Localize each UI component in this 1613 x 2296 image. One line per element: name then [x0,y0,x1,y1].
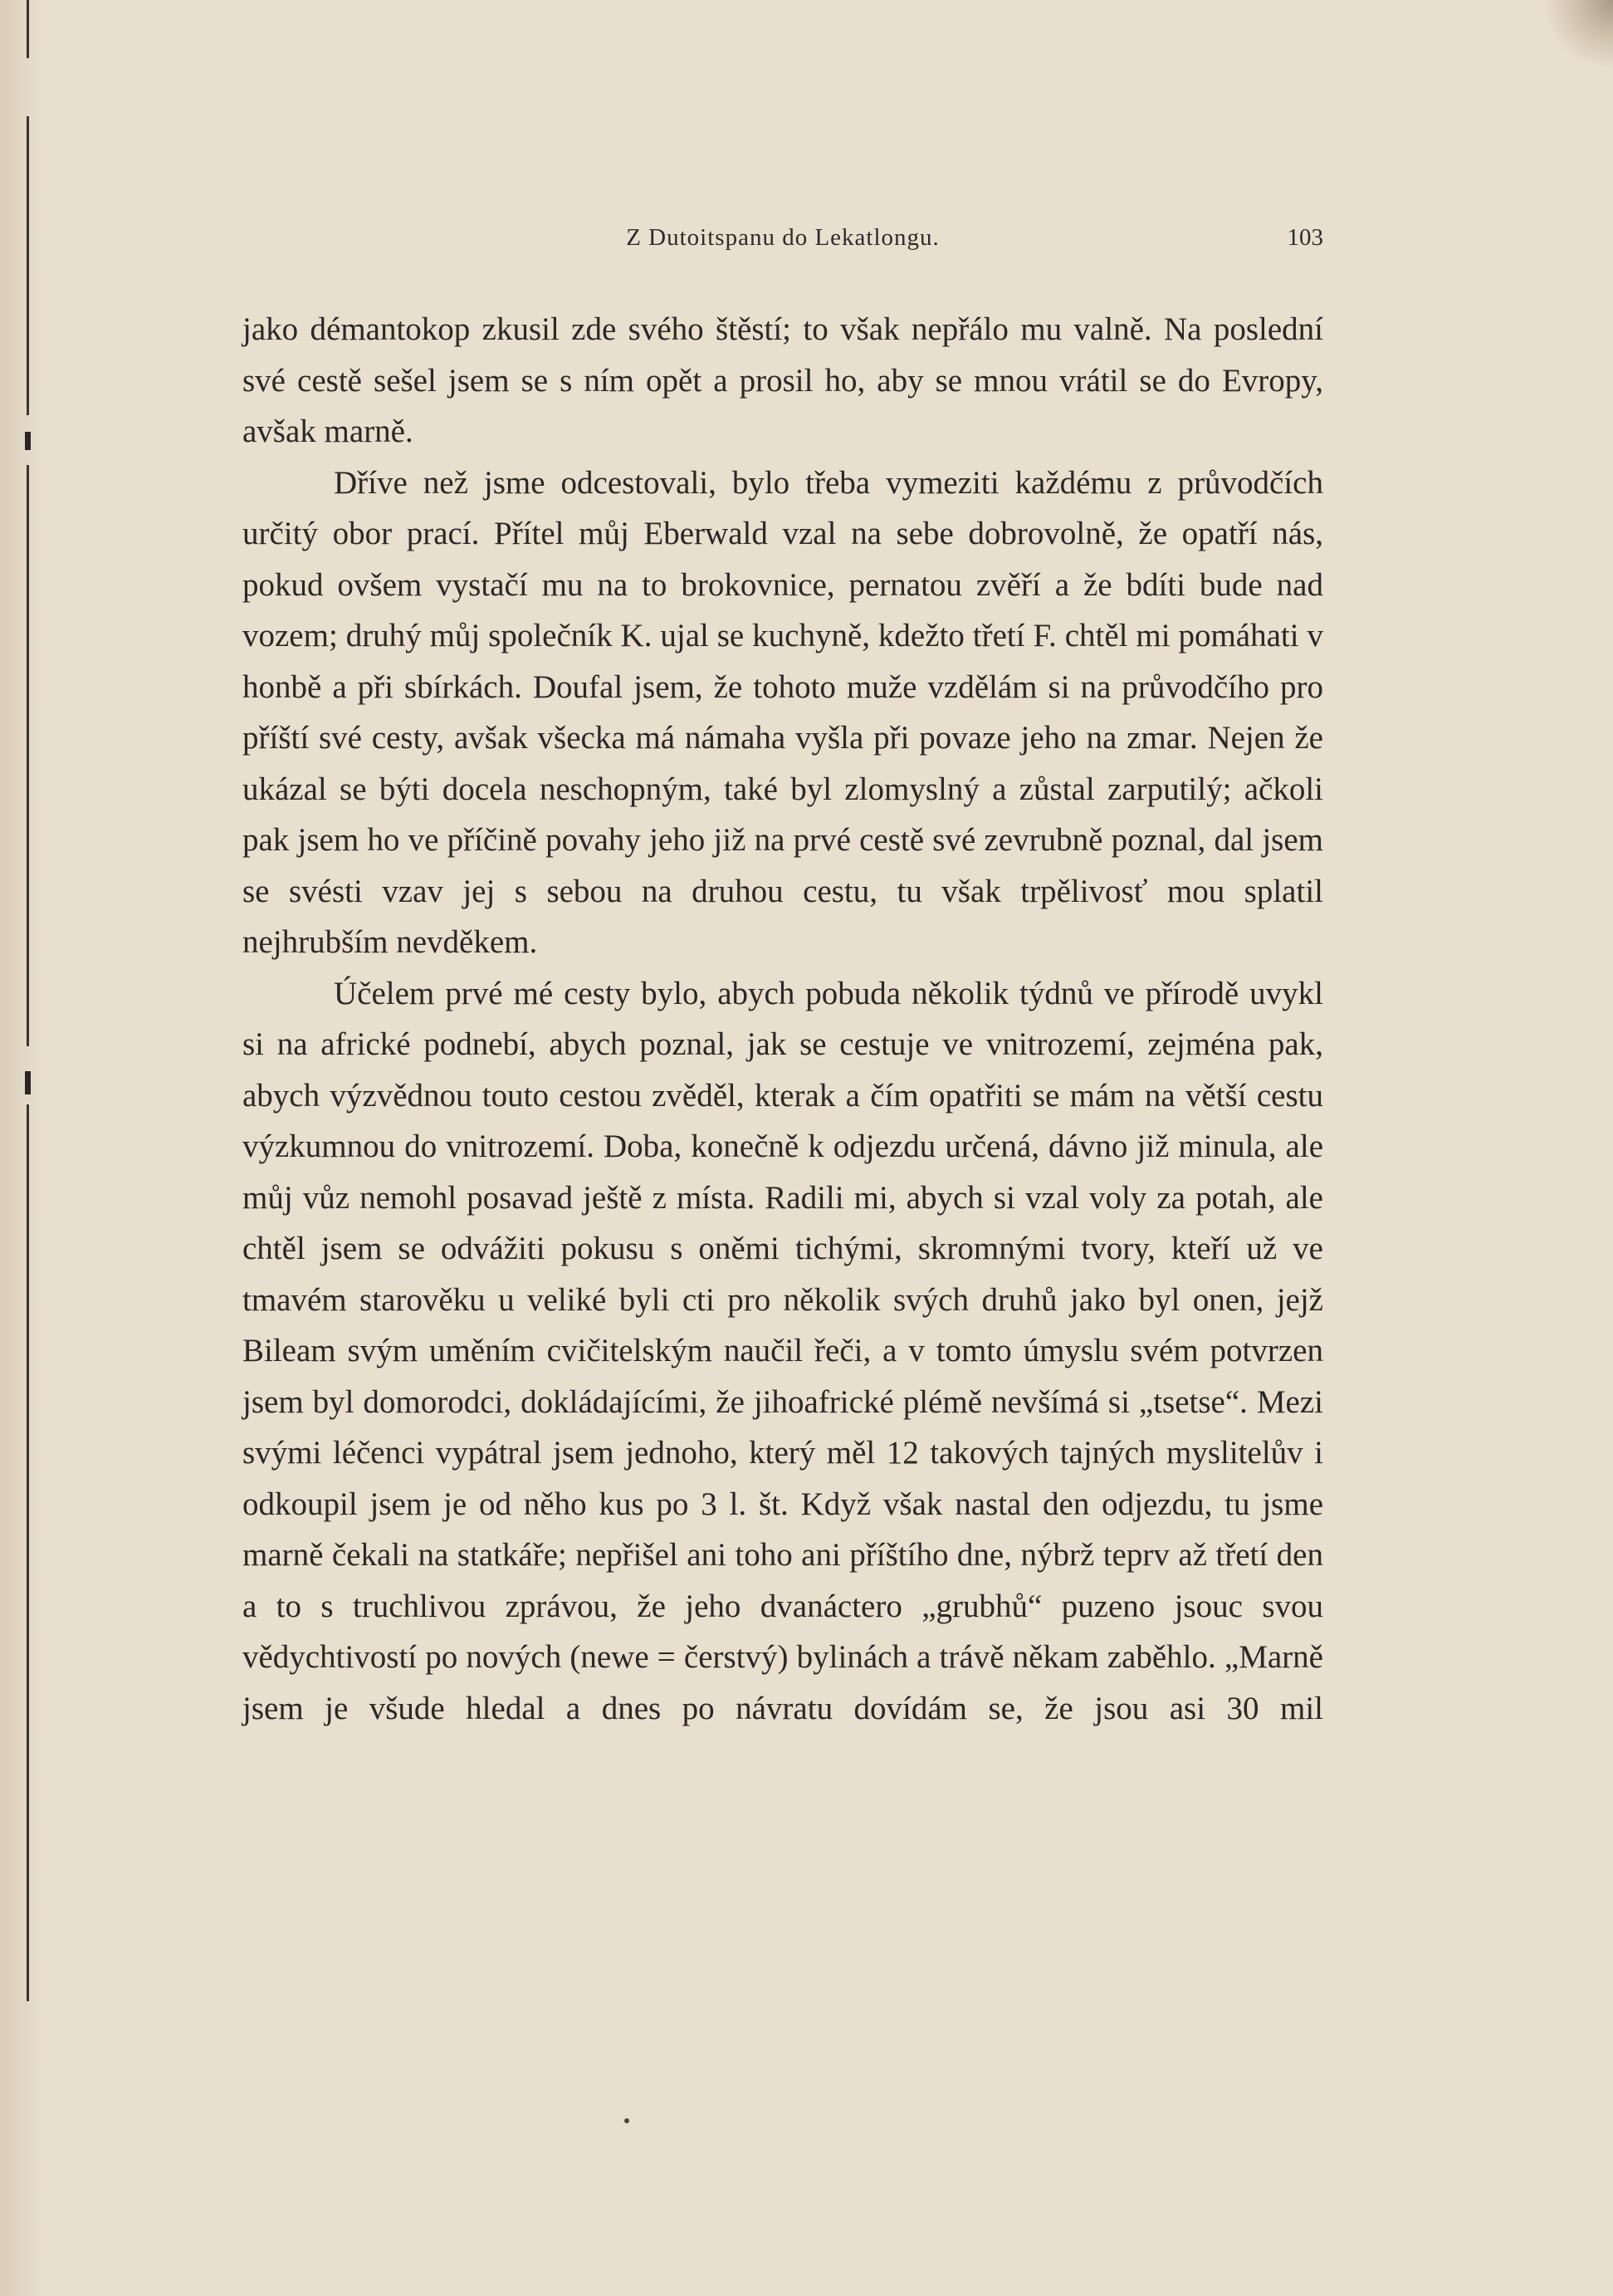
body-text [242,304,1323,1734]
paragraph: jako démantokop zkusil zde svého štěstí; to však nepřálo mu valně. Na poslední své cestě sešel jsem se s ním opět a prosil ho, aby se mnou vrátil se do Evropy, avšak marně. [242,311,1323,449]
binding-thread [27,465,29,1046]
running-title: Z Dutoitspanu do Lekatlongu. [626,224,940,251]
paper-speck [624,2118,629,2123]
paragraph: Účelem prvé mé cesty bylo, abych pobuda několik týdnů ve přírodě uvykl si na africké podnebí, abych poznal, jak se cestuje ve vnitrozemí, zejména pak, abych výzvědnou touto cestou zvěděl, kterak a čím opatřiti se mám na větší cestu výzkumnou do vnitrozemí. Doba, konečně k odjezdu určená, dávno již minula, ale můj vůz nemohl posavad ještě z místa. Radili mi, abych si vzal voly za potah, ale chtěl jsem se odvážiti pokusu s oněmi tichými, skromnými tvory, kteří už ve tmavém starověku u veliké byli cti pro několik svých druhů jako byl onen, jejž Bileam svým uměním cvičitelským naučil řeči, a v tomto úmyslu svém potvrzen jsem byl domorodci, dokládajícími, že jihoafrické plémě nevšímá si „tsetse“. Mezi svými léčenci vypátral jsem jednoho, který měl 12 takových tajných myslitelův i odkoupil jsem je od něho kus po 3 l. št. Když však nastal den odjezdu, tu jsme marně čekali na statkáře; nepřišel ani toho ani příštího dne, nýbrž teprv až třetí den a to s truchlivou zprávou, že jeho dvanáctero „grubhů“ puzeno jsouc svou vědychtivostí po nových (newe = čerstvý) bylinách a trávě někam zaběhlo. „Marně jsem je všude hledal a dnes po návratu dovídám se, že jsou asi 30 mil [242,975,1323,1726]
paragraph: Dříve než jsme odcestovali, bylo třeba vymeziti každému z průvodčích určitý obor prací. Přítel můj Eberwald vzal na sebe dobrovolně, že opatří nás, pokud ovšem vystačí mu na to brokovnice, pernatou zvěří a že bdíti bude nad vozem; druhý můj společník K. ujal se kuchyně, kdežto třetí F. chtěl mi pomáhati v honbě a při sbírkách. Doufal jsem, že tohoto muže vzdělám si na průvodčího pro příští své cesty, avšak všecka má námaha vyšla při povaze jeho na zmar. Nejen že ukázal se býti docela neschopným, také byl zlomyslný a zůstal zarputilý; ačkoli pak jsem ho ve příčině povahy jeho již na prvé cestě své zevrubně poznal, dal jsem se svésti vzav jej s sebou na druhou cestu, tu však trpělivosť mou splatil nejhrubším nevděkem. [242,464,1323,960]
page-corner-wear [1547,0,1613,75]
binding-thread [27,1104,29,2001]
page-number: 103 [1287,224,1323,251]
binding-mark [25,1071,31,1094]
binding-thread [27,0,29,58]
running-header [242,224,1323,261]
binding-thread [27,116,29,415]
page-binding-edge [0,0,46,2296]
binding-mark [25,432,31,450]
